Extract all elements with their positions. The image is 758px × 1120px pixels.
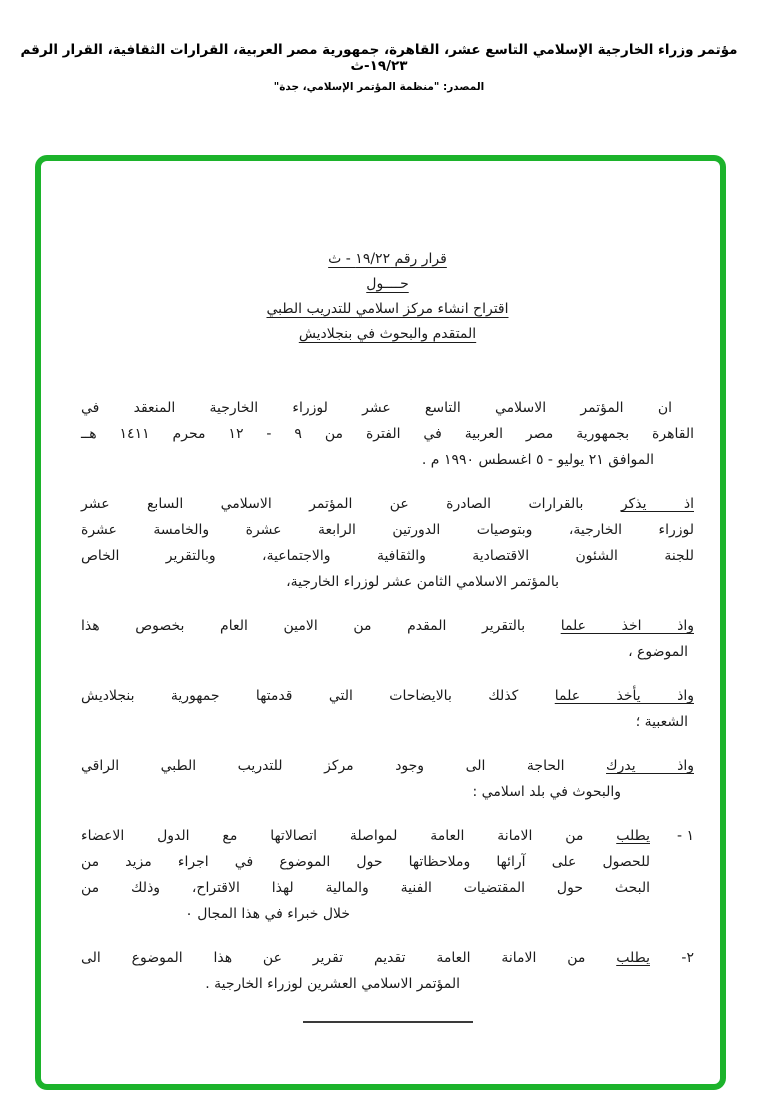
paragraph-noting-report [81, 613, 694, 665]
paragraph-noting-clarifications [81, 683, 694, 735]
text-line: واذ اخذ علما بالتقرير المقدم من الامين العام بخصوص هذا [81, 618, 694, 634]
item-number: ١ - [676, 828, 694, 844]
text-line: الشعبية ؛ [635, 714, 688, 730]
text-line: ان المؤتمر الاسلامي التاسع عشر لوزراء الخارجية المنعقد في [81, 400, 672, 416]
source-line: المصدر: "منظمة المؤتمر الإسلامي، جدة" [273, 81, 485, 93]
resolution-title-block [81, 247, 694, 347]
title-about-word: حــــول [366, 276, 409, 292]
text-line: للجنة الشئون الاقتصادية والثقافية والاجتماعية، وبالتقرير الخاص [81, 548, 694, 564]
paragraph-recognizing-need [81, 753, 694, 805]
document-body [41, 161, 720, 1023]
document-scan-frame [35, 155, 726, 1090]
text-line: القاهرة بجمهورية مصر العربية في الفترة من ٩ - ١٢ محرم ١٤١١ هــ [81, 426, 694, 442]
text-line: واذ يأخذ علما كذلك بالايضاحات التي قدمتها جمهورية بنجلاديش [81, 688, 694, 704]
item-number: ٢- [681, 950, 694, 966]
text-line: للحصول على آرائها وملاحظاتها حول الموضوع في اجراء مزيد من [81, 854, 650, 870]
text-line: يطلب من الامانة العامة تقديم تقرير عن هذا الموضوع الى [81, 950, 650, 966]
text-line: البحث حول المقتضيات الفنية والمالية لهذا الاقتراح، وذلك من [81, 880, 650, 896]
title-subject-line2: المتقدم والبحوث في بنجلاديش [298, 326, 477, 342]
item-text [81, 823, 650, 927]
text-line: لوزراء الخارجية، وبتوصيات الدورتين الرابعة عشرة والخامسة عشرة [81, 522, 694, 538]
text-line: بالمؤتمر الاسلامي الثامن عشر لوزراء الخارجية، [286, 574, 559, 590]
text-line: الموضوع ، [628, 644, 688, 660]
operative-item-1 [81, 823, 694, 927]
text-line: يطلب من الامانة العامة لمواصلة اتصالاتها مع الدول الاعضاء [81, 828, 650, 844]
text-line: واذ يدرك الحاجة الى وجود مركز للتدريب الطبي الراقي [81, 758, 694, 774]
title-subject-line1: اقتراح انشاء مركز اسلامي للتدريب الطبي [266, 301, 509, 317]
operative-item-2 [81, 945, 694, 997]
text-line: خلال خبراء في هذا المجال ٠ [185, 906, 350, 922]
text-line: والبحوث في بلد اسلامي : [472, 784, 621, 800]
paragraph-conference [81, 395, 694, 473]
resolution-number: قرار رقم ١٩/٢٢ - ث [328, 251, 447, 267]
text-line: المؤتمر الاسلامي العشرين لوزراء الخارجية . [205, 976, 460, 992]
paragraph-recalling [81, 491, 694, 595]
catalog-header-line: مؤتمر وزراء الخارجية الإسلامي التاسع عشر، القاهرة، جمهورية مصر العربية، القرارات الثقافية، القرار الرقم ١٩/٢٣-ث [20, 42, 738, 74]
closing-rule [303, 1021, 473, 1023]
item-text [81, 945, 650, 997]
text-line: اذ يذكر بالقرارات الصادرة عن المؤتمر الاسلامي السابع عشر [81, 496, 694, 512]
text-line: الموافق ٢١ يوليو - ٥ اغسطس ١٩٩٠ م . [421, 452, 654, 468]
